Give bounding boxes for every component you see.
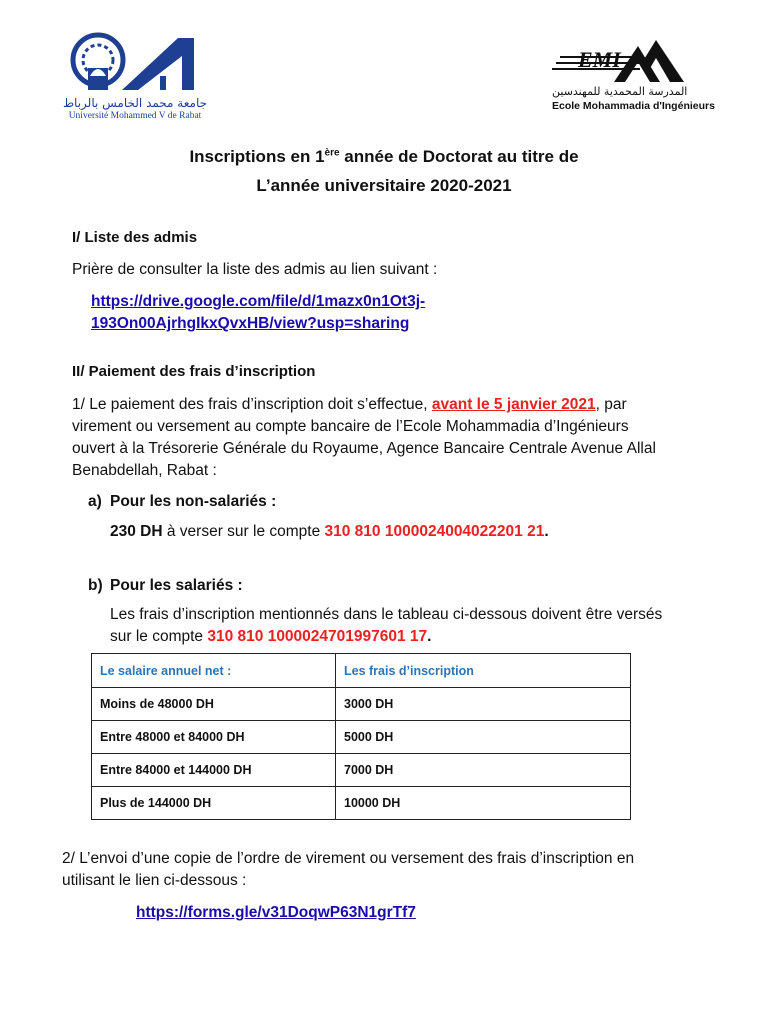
payment-intro: 1/ Le paiement des frais d’inscription doit s’effectue, [72,396,432,413]
item-b-heading: Pour les salariés : [110,577,243,594]
copy-paragraph-line1: 2/ L’envoi d’une copie de l’ordre de virement ou versement des frais d’inscription en [62,850,635,867]
emi-french-name: Ecole Mohammadia d'Ingénieurs [552,100,715,112]
table-row [92,754,631,787]
page-title-line2: L’année universitaire 2020-2021 [256,176,512,195]
university-logo [60,32,210,124]
payment-intro-end: , par [595,396,627,413]
item-a-amount: 230 DH [110,523,163,540]
item-a-middle: à verser sur le compte [162,523,325,540]
svg-text:EMI: EMI [578,47,621,72]
payment-deadline: avant le 5 janvier 2021 [431,396,596,413]
table-cell-fee: 5000 DH [336,721,631,754]
item-a-account: 310 810 1000024004022201 21 [324,523,545,540]
table-header-row [92,654,631,688]
title-prefix: Inscriptions en 1 [189,147,325,166]
copy-paragraph-line2: utilisant le lien ci-dessous : [62,872,247,889]
forms-link[interactable]: https://forms.gle/v31DoqwP63N1grTf7 [136,904,416,921]
table-cell-fee: 3000 DH [336,688,631,721]
item-a-end: . [544,523,549,540]
item-b-label: b) [88,577,103,594]
table-row [92,787,631,820]
table-cell-salary: Entre 84000 et 144000 DH [92,754,336,787]
university-arabic-name: جامعة محمد الخامس بالرباط [62,96,208,110]
table-cell-salary: Plus de 144000 DH [92,787,336,820]
section2-heading: II/ Paiement des frais d’inscription [72,363,316,380]
table-cell-fee: 7000 DH [336,754,631,787]
table-cell-salary: Moins de 48000 DH [92,688,336,721]
item-b-line1: Les frais d’inscription mentionnés dans le tableau ci-dessous doivent être versés [110,606,663,623]
page-title-line1 [0,147,768,167]
table-header-fees: Les frais d’inscription [336,654,631,688]
item-a-text [110,521,549,543]
admis-list-link-line1[interactable]: https://drive.google.com/file/d/1mazx0n1Ot3j- [91,293,426,310]
item-b-line2 [110,626,431,648]
table-header-salary: Le salaire annuel net : [92,654,336,688]
admis-list-link-line2[interactable]: 193On00AjrhgIkxQvxHB/view?usp=sharing [91,315,410,332]
table-cell-fee: 10000 DH [336,787,631,820]
fees-table [91,653,631,820]
payment-paragraph-line3: ouvert à la Trésorerie Générale du Royaume, Agence Bancaire Centrale Avenue Allal [72,440,656,457]
section1-heading: I/ Liste des admis [72,229,198,246]
table-cell-salary: Entre 48000 et 84000 DH [92,721,336,754]
payment-paragraph-line1 [72,394,627,416]
payment-paragraph-line2: virement ou versement au compte bancaire de l’Ecole Mohammadia d’Ingénieurs [72,418,629,435]
section1-intro: Prière de consulter la liste des admis au lien suivant : [72,261,438,278]
item-a-label: a) [88,493,102,510]
payment-paragraph-line4: Benabdellah, Rabat : [72,462,217,479]
university-emblem-icon [60,32,210,96]
item-b-account: 310 810 1000024701997601 17 [207,628,428,645]
item-b-prefix: sur le compte [110,628,208,645]
title-suffix: année de Doctorat au titre de [339,147,579,166]
university-french-name: Université Mohammed V de Rabat [68,111,202,121]
emi-emblem-icon [552,32,692,86]
table-row [92,721,631,754]
table-row [92,688,631,721]
emi-logo [552,32,715,118]
item-b-end: . [427,628,432,645]
title-superscript: ère [324,147,340,159]
item-a-heading: Pour les non-salariés : [110,493,277,510]
emi-arabic-name: المدرسة المحمدية للمهندسين [552,85,688,98]
